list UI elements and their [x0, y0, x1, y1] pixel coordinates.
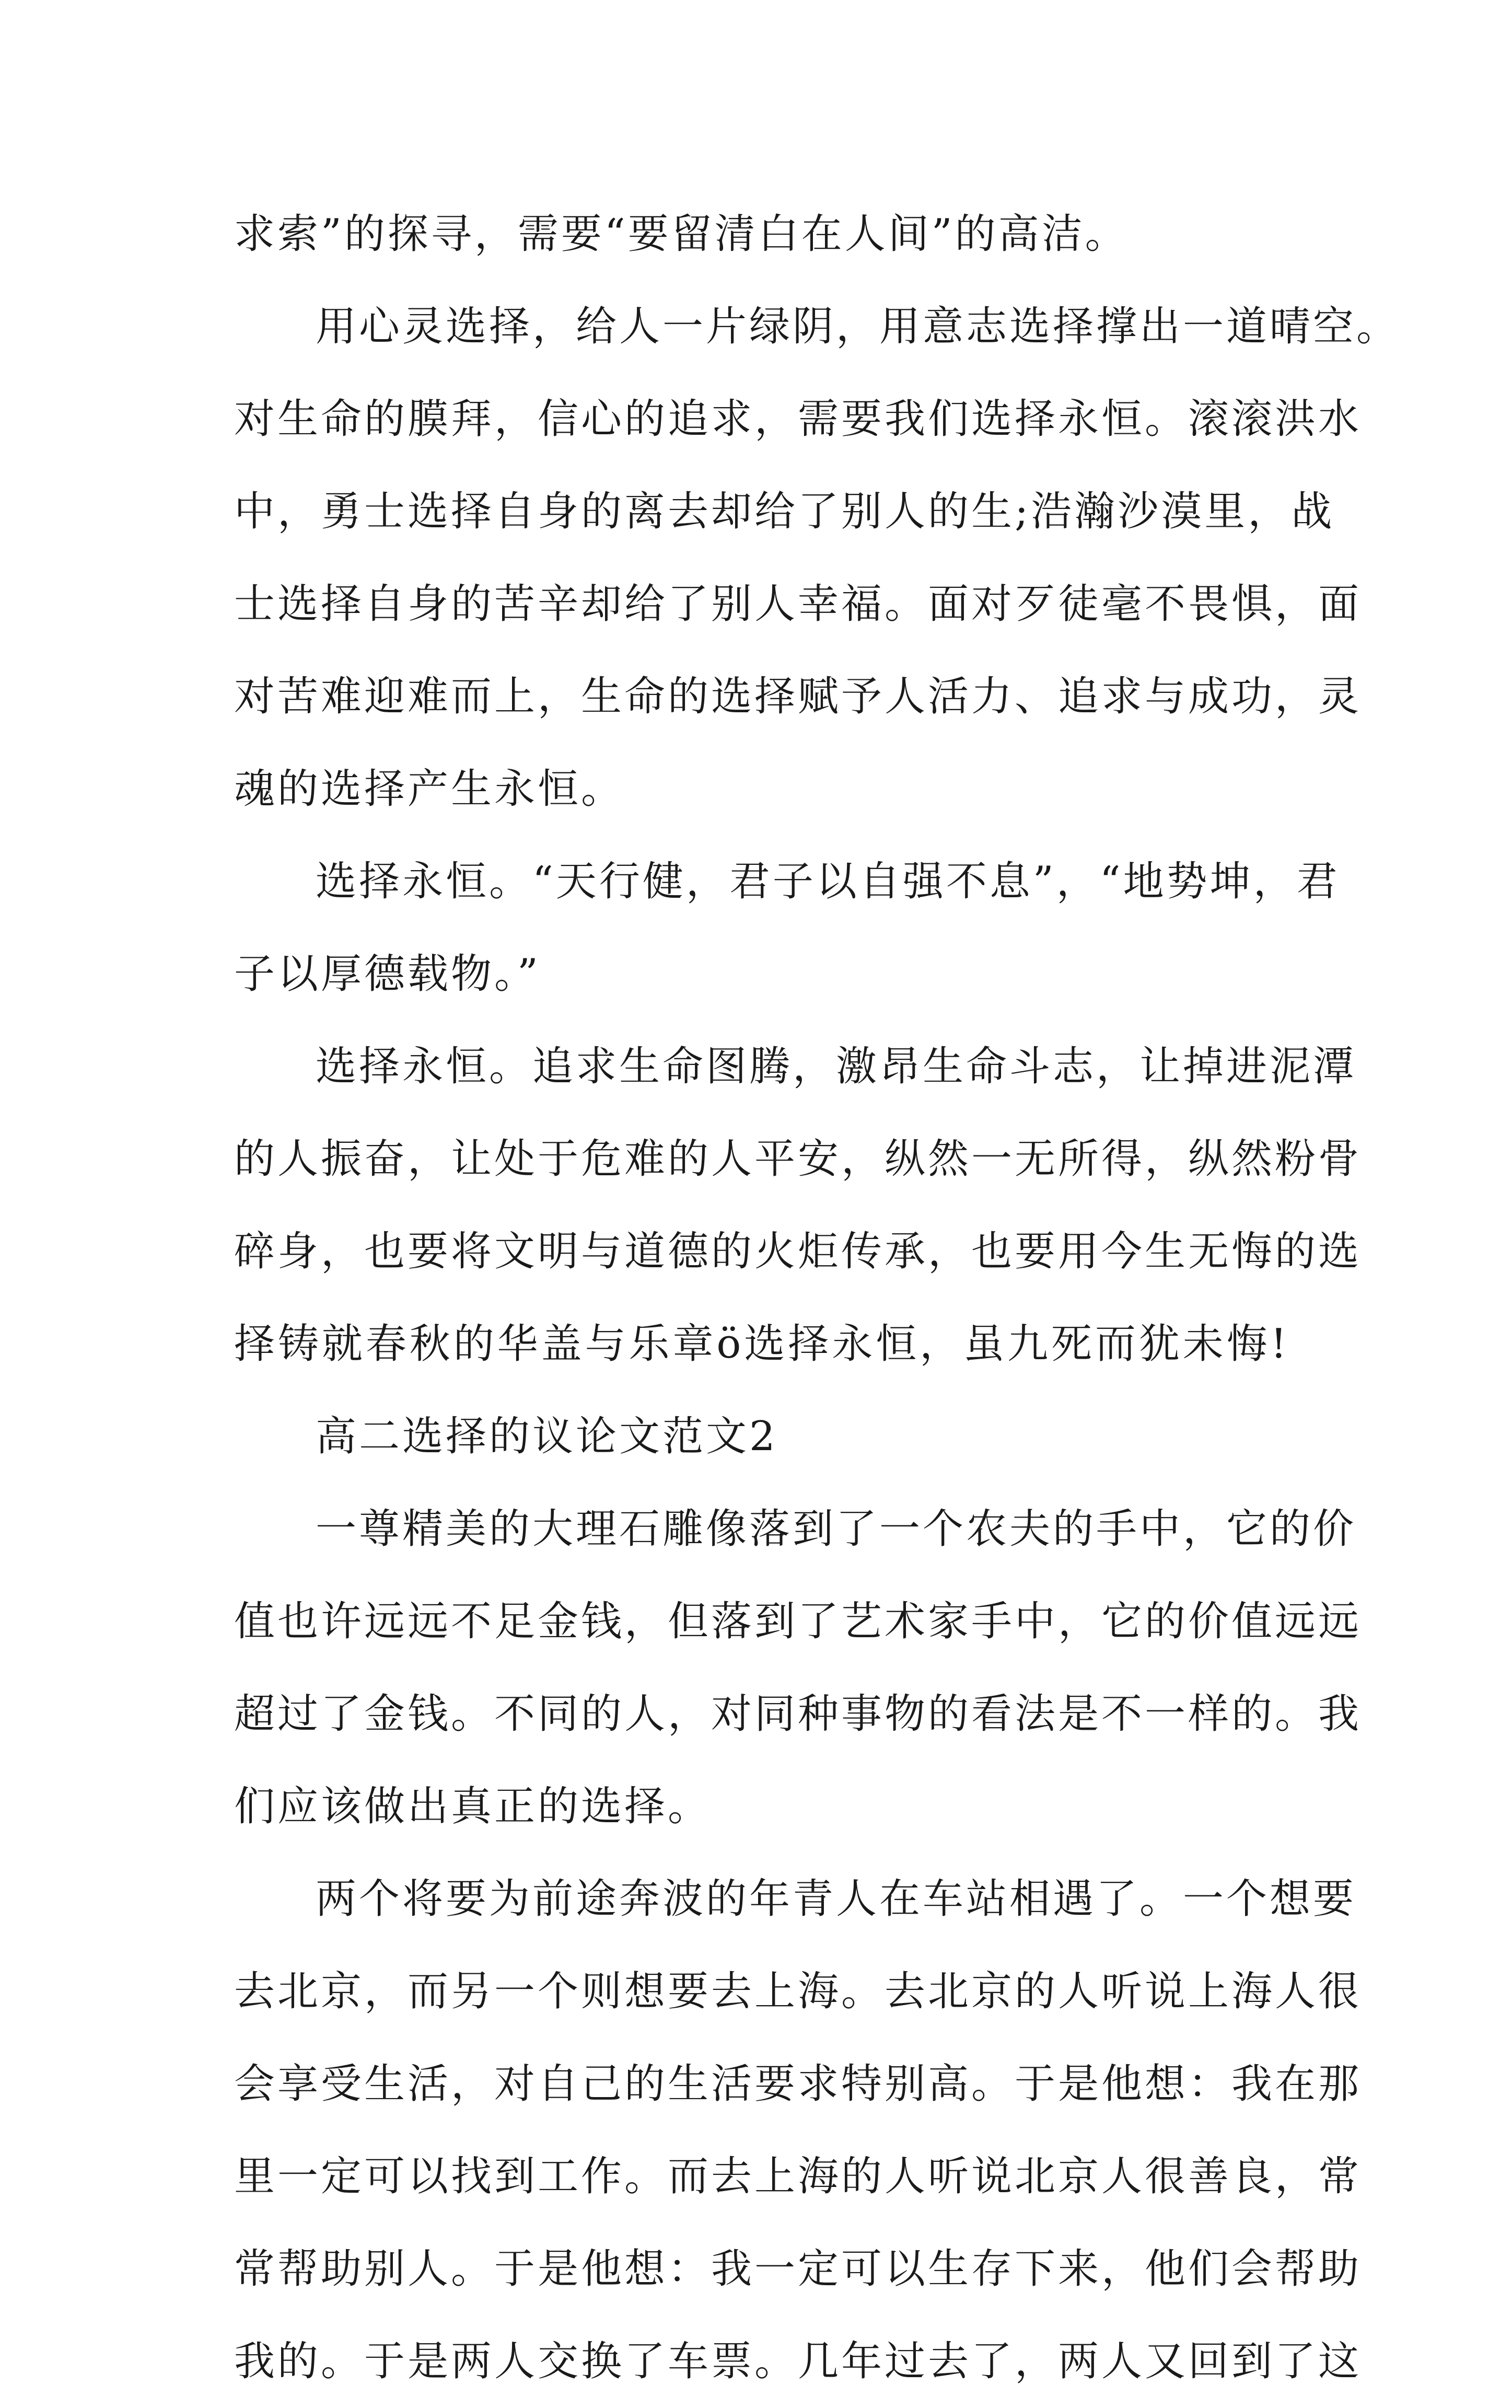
- text-line: 用心灵选择，给人一片绿阴，用意志选择撑出一道晴空。: [316, 303, 1400, 350]
- text-line: 士选择自身的苦辛却给了别人幸福。面对歹徒毫不畏惧，面: [234, 581, 1362, 628]
- text-line: 子以厚德载物。”: [234, 951, 541, 998]
- text-line: 求索”的探寻，需要“要留清白在人间”的高洁。: [234, 211, 1129, 258]
- text-line: 对苦难迎难而上，生命的选择赋予人活力、追求与成功，灵: [234, 673, 1362, 720]
- text-line: 魂的选择产生永恒。: [234, 766, 625, 813]
- text-line: 的人振奋，让处于危难的人平安，纵然一无所得，纵然粉骨: [234, 1136, 1362, 1183]
- text-line: 一尊精美的大理石雕像落到了一个农夫的手中，它的价: [316, 1506, 1357, 1553]
- text-line: 去北京，而另一个则想要去上海。去北京的人听说上海人很: [234, 1968, 1362, 2015]
- text-line: 超过了金钱。不同的人，对同种事物的看法是不一样的。我: [234, 1691, 1362, 1738]
- text-line: 选择永恒。追求生命图腾，激昂生命斗志，让掉进泥潭: [316, 1043, 1357, 1090]
- text-line: 择铸就春秋的华盖与乐章ö选择永恒，虽九死而犹未悔!: [234, 1321, 1289, 1368]
- text-line: 中，勇士选择自身的离去却给了别人的生;浩瀚沙漠里，战: [234, 488, 1335, 535]
- text-line: 碎身，也要将文明与道德的火炬传承，也要用今生无悔的选: [234, 1228, 1362, 1275]
- text-line: 两个将要为前途奔波的年青人在车站相遇了。一个想要: [316, 1876, 1357, 1923]
- document-body: [234, 188, 1400, 2408]
- text-line: 值也许远远不足金钱，但落到了艺术家手中，它的价值远远: [234, 1598, 1362, 1645]
- text-line: 我的。于是两人交换了车票。几年过去了，两人又回到了这: [234, 2338, 1362, 2385]
- text-line: 们应该做出真正的选择。: [234, 1783, 712, 1830]
- text-line: 高二选择的议论文范文2: [316, 1413, 778, 1460]
- text-line: 对生命的膜拜，信心的追求，需要我们选择永恒。滚滚洪水: [234, 396, 1362, 443]
- text-line: 选择永恒。“天行健，君子以自强不息”，“地势坤，君: [316, 858, 1340, 905]
- text-line: 里一定可以找到工作。而去上海的人听说北京人很善良，常: [234, 2153, 1362, 2200]
- text-line: 会享受生活，对自己的生活要求特别高。于是他想：我在那: [234, 2060, 1362, 2108]
- text-line: 常帮助别人。于是他想：我一定可以生存下来，他们会帮助: [234, 2245, 1362, 2293]
